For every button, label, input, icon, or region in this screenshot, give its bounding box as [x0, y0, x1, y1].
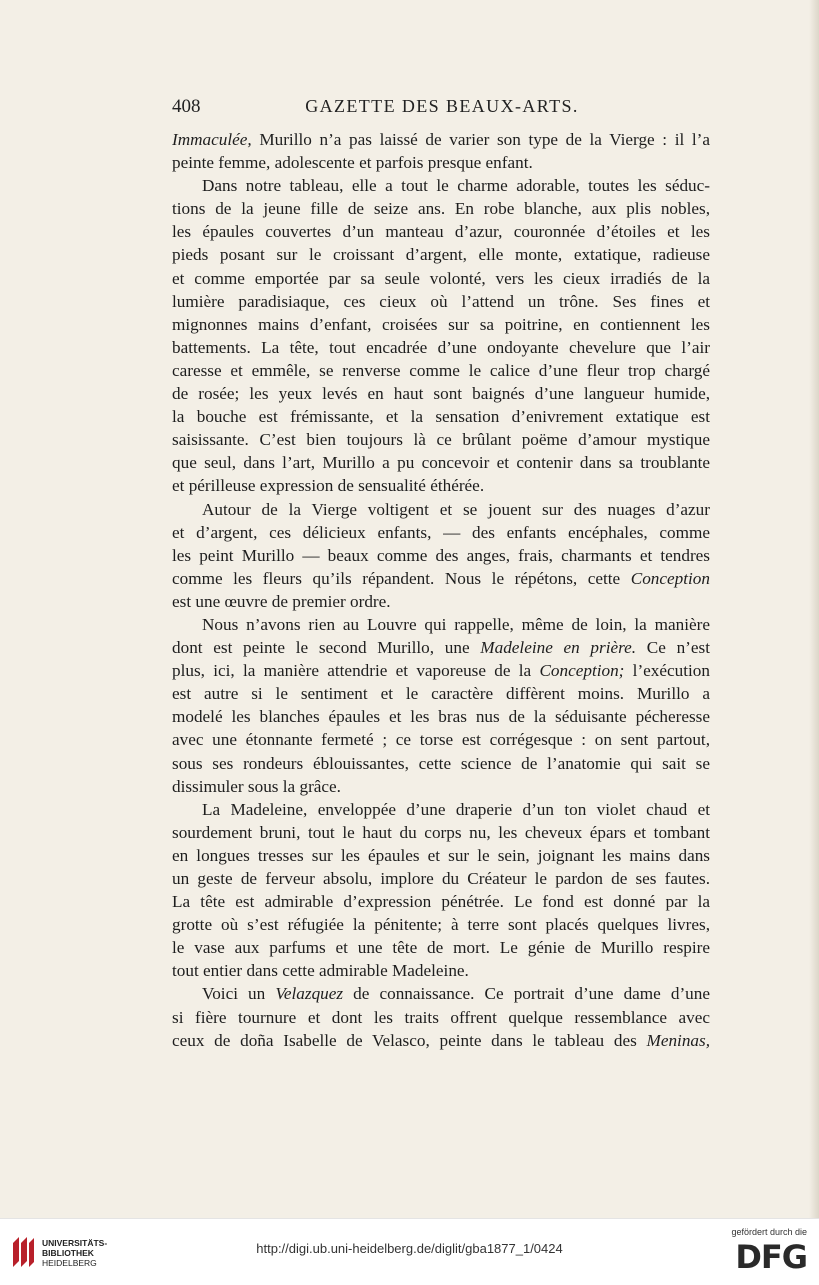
text-segment: lumière paradisiaque, ces cieux où l’attend un trône. Ses fines et	[172, 291, 710, 311]
text-line	[172, 613, 710, 636]
text-line	[172, 428, 710, 451]
text-line	[172, 913, 710, 936]
text-line	[172, 290, 710, 313]
text-segment: ceux de doña Isabelle de Velasco, peinte dans le tableau des	[172, 1030, 647, 1050]
text-segment: Ce n’est	[636, 638, 710, 658]
text-line	[172, 451, 710, 474]
text-line	[172, 590, 710, 613]
text-segment: le vase aux parfums et une tête de mort. Le génie de Murillo respire	[172, 938, 710, 958]
text-segment: tout entier dans cette admirable Madeleine.	[172, 961, 469, 981]
funder-label: gefördert durch die	[731, 1227, 807, 1237]
text-line	[172, 890, 710, 913]
text-segment: La Madeleine, enveloppée d’une draperie d’un ton violet chaud et	[202, 799, 710, 819]
text-line	[172, 498, 710, 521]
library-line-1: UNIVERSITÄTS-	[42, 1238, 108, 1248]
text-segment: sous ses rondeurs éblouissantes, cette science de l’anatomie qui sait se	[172, 753, 710, 773]
text-line	[172, 705, 710, 728]
italic-title: Immaculée,	[172, 130, 252, 149]
text-line	[172, 936, 710, 959]
text-segment: en longues tresses sur les épaules et sur le sein, joignant les mains dans	[172, 845, 710, 865]
text-line	[172, 752, 710, 775]
text-segment: Voici un	[202, 984, 276, 1004]
text-line	[172, 982, 710, 1005]
text-segment: peinte femme, adolescente et parfois presque enfant.	[172, 153, 533, 173]
text-line	[172, 959, 710, 982]
text-segment: dissimuler sous la grâce.	[172, 776, 341, 796]
text-line	[172, 1029, 710, 1052]
text-segment: de connaissance. Ce portrait d’une dame d’une	[343, 984, 710, 1004]
text-segment: La tête est admirable d’expression pénétrée. Le fond est donné par la	[172, 892, 710, 912]
text-segment: avec une étonnante fermeté ; ce torse est corrégesque : on sent partout,	[172, 730, 710, 750]
text-line	[172, 267, 710, 290]
text-segment: Autour de la Vierge voltigent et se jouent sur des nuages d’azur	[202, 499, 710, 519]
text-line	[172, 728, 710, 751]
text-segment: mignonnes mains d’enfant, croisées sur sa poitrine, en contiennent les	[172, 314, 710, 334]
text-line	[172, 359, 710, 382]
text-segment: dont est peinte le second Murillo, une	[172, 638, 481, 658]
text-line	[172, 220, 710, 243]
text-line	[172, 151, 710, 174]
italic-title: Conception;	[539, 661, 625, 681]
text-segment: est une œuvre de premier ordre.	[172, 591, 391, 611]
text-segment: comme les fleurs qu’ils répandent. Nous le répétons, cette	[172, 568, 631, 588]
running-title: GAZETTE DES BEAUX-ARTS.	[305, 96, 579, 116]
page-header	[172, 96, 712, 122]
permalink-url[interactable]: http://digi.ub.uni-heidelberg.de/diglit/gba1877_1/0424	[256, 1241, 563, 1256]
footer-bar	[0, 1218, 819, 1285]
text-segment: et comme emportée par sa seule volonté, vers les cieux irradiés de la	[172, 268, 710, 288]
page-number: 408	[172, 96, 201, 117]
text-line	[172, 521, 710, 544]
text-line	[172, 405, 710, 428]
library-line-3: HEIDELBERG	[42, 1258, 97, 1268]
text-segment: Nous n’avons rien au Louvre qui rappelle, même de loin, la manière	[202, 614, 710, 634]
text-segment: et périlleuse expression de sensualité éthérée.	[172, 476, 485, 496]
text-segment: les épaules couvertes d’un manteau d’azur, couronnée d’étoiles et les	[172, 222, 710, 242]
text-segment: plus, ici, la manière attendrie et vaporeuse de la	[172, 661, 540, 681]
text-line	[172, 844, 710, 867]
text-segment: Dans notre tableau, elle a tout le charme adorable, toutes les séduc-	[202, 176, 710, 196]
text-segment: caresse et emmêle, se renverse comme le calice d’une fleur trop chargé	[172, 360, 710, 380]
text-segment: un geste de ferveur absolu, implore du Créateur le pardon de ses fautes.	[172, 869, 710, 888]
text-line	[172, 775, 710, 798]
text-line	[172, 798, 710, 821]
text-segment: la bouche est frémissante, et la sensation d’enivrement extatique est	[172, 407, 710, 427]
text-line	[172, 174, 710, 197]
text-line	[172, 567, 710, 590]
text-segment: l’exécution	[624, 661, 710, 681]
text-line	[172, 1006, 710, 1029]
text-line	[172, 243, 710, 266]
text-segment: les peint Murillo — beaux comme des anges, frais, charmants et tendres	[172, 545, 710, 565]
text-line	[172, 128, 710, 151]
text-segment: de rosée; les yeux levés en haut sont baignés d’une langueur humide,	[172, 384, 710, 404]
text-line	[172, 659, 710, 682]
italic-title: Meninas,	[646, 1030, 710, 1050]
page-edge	[809, 0, 819, 1218]
text-line	[172, 336, 710, 359]
text-segment: tions de la jeune fille de seize ans. En robe blanche, aux plis nobles,	[172, 199, 710, 219]
body-text	[172, 128, 710, 1052]
text-segment: modelé les blanches épaules et les bras nus de la séduisante pécheresse	[172, 707, 710, 727]
text-segment: est autre si le sentiment et le caractère diffèrent moins. Murillo a	[172, 684, 710, 704]
italic-title: Madeleine en prière.	[480, 638, 637, 658]
text-line	[172, 313, 710, 336]
text-line	[172, 382, 710, 405]
text-segment: battements. La tête, tout encadrée d’une ondoyante chevelure que l’air	[172, 337, 710, 357]
text-segment: si fière tournure et dont les traits offrent quelque ressemblance avec	[172, 1007, 710, 1027]
text-segment: grotte où s’est réfugiée la pénitente; à terre sont placés quelques livres,	[172, 915, 710, 935]
text-line	[172, 197, 710, 220]
text-line	[172, 636, 710, 659]
text-line	[172, 867, 710, 890]
text-segment: saisissante. C’est bien toujours là ce brûlant poëme d’amour mystique	[172, 430, 710, 450]
text-segment: et d’argent, ces délicieux enfants, — des enfants encéphales, comme	[172, 522, 710, 542]
text-line	[172, 544, 710, 567]
text-segment: pieds posant sur le croissant d’argent, elle monte, extatique, radieuse	[172, 245, 710, 265]
dfg-logo[interactable]: DFG	[735, 1238, 807, 1276]
text-segment: Murillo n’a pas laissé de varier son type de la Vierge : il l’a	[251, 130, 710, 149]
text-segment: sourdement bruni, tout le haut du corps nu, les cheveux épars et tombant	[172, 822, 710, 842]
italic-title: Velazquez	[275, 984, 344, 1004]
library-line-2: BIBLIOTHEK	[42, 1248, 94, 1258]
text-line	[172, 821, 710, 844]
text-line	[172, 682, 710, 705]
text-line	[172, 474, 710, 497]
text-segment: que seul, dans l’art, Murillo a pu concevoir et contenir dans sa troublante	[172, 453, 710, 473]
italic-title: Conception	[630, 568, 710, 588]
